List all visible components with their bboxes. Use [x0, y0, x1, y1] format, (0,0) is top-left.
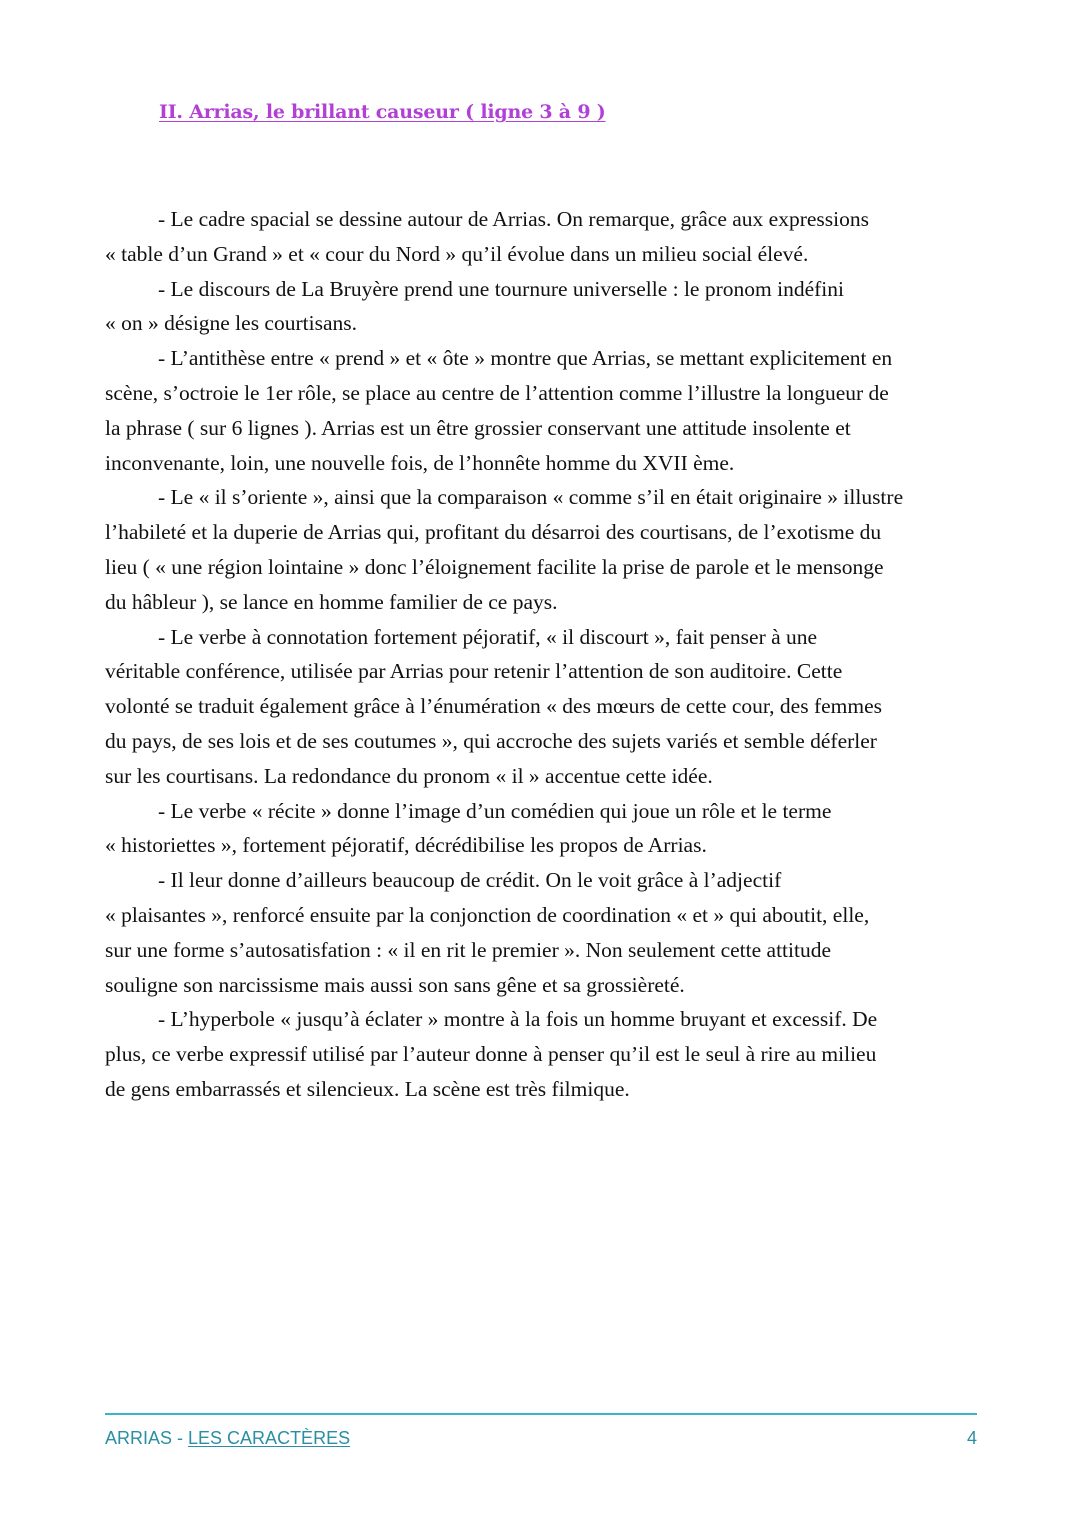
text-line: - Le cadre spacial se dessine autour de Arrias. On remarque, grâce aux expressions [158, 207, 870, 231]
footer-divider [105, 1413, 977, 1415]
text-line: - Le discours de La Bruyère prend une tournure universelle : le pronom indéfini [158, 276, 844, 301]
text-line: du hâbleur ), se lance en homme familier de ce pays. [105, 589, 558, 614]
text-line: - Le verbe « récite » donne l’image d’un comédien qui joue un rôle et le terme [158, 798, 832, 823]
text-line: volonté se traduit également grâce à l’énumération « des mœurs de cette cour, des femmes [105, 694, 883, 719]
text-line: la phrase ( sur 6 lignes ). Arrias est un être grossier conservant une attitude insolente et [105, 415, 851, 440]
text-line: « on » désigne les courtisans. [105, 311, 357, 336]
text-line: - Le verbe à connotation fortement péjoratif, « il discourt », fait penser à une [158, 624, 818, 649]
text-line: véritable conférence, utilisée par Arrias pour retenir l’attention de son auditoire. Cette [105, 659, 843, 684]
commentary-body [105, 202, 977, 1107]
text-line: - Il leur donne d’ailleurs beaucoup de crédit. On le voit grâce à l’adjectif [158, 868, 782, 893]
text-line: - L’hyperbole « jusqu’à éclater » montre à la fois un homme bruyant et excessif. De [158, 1007, 878, 1032]
text-line: l’habileté et la duperie de Arrias qui, profitant du désarroi des courtisans, de l’exotisme du [105, 520, 882, 545]
text-line: du pays, de ses lois et de ses coutumes », qui accroche des sujets variés et semble déferler [105, 728, 877, 753]
text-line: « plaisantes », renforcé ensuite par la conjonction de coordination « et » qui aboutit, elle, [105, 902, 870, 927]
footer-separator: - [172, 1428, 189, 1448]
text-line: souligne son narcissisme mais aussi son sans gêne et sa grossièreté. [105, 972, 685, 997]
text-line: inconvenante, loin, une nouvelle fois, de l’honnête homme du XVII ème. [105, 450, 735, 475]
text-line: scène, s’octroie le 1er rôle, se place au centre de l’attention comme l’illustre la longueur de [105, 380, 889, 405]
section-heading: II. Arrias, le brillant causeur ( ligne 3 à 9 ) [159, 101, 606, 123]
footer-title [105, 1428, 350, 1449]
page-number: 4 [966, 1428, 977, 1448]
text-line: « table d’un Grand » et « cour du Nord » qu’il évolue dans un milieu social élevé. [105, 241, 809, 266]
text-line: sur une forme s’autosatisfation : « il en rit le premier ». Non seulement cette attitude [105, 937, 832, 962]
text-line: « historiettes », fortement péjoratif, décrédibilise les propos de Arrias. [105, 833, 707, 858]
text-line: de gens embarrassés et silencieux. La scène est très filmique. [105, 1076, 630, 1101]
footer-title-part1: ARRIAS [105, 1428, 173, 1448]
text-line: - L’antithèse entre « prend » et « ôte » montre que Arrias, se mettant explicitement en [158, 346, 893, 371]
text-line: plus, ce verbe expressif utilisé par l’auteur donne à penser qu’il est le seul à rire au milieu [105, 1042, 877, 1067]
footer-title-link[interactable]: LES CARACTÈRES [188, 1428, 351, 1448]
text-line: lieu ( « une région lointaine » donc l’éloignement facilite la prise de parole et le mensonge [105, 554, 884, 579]
text-line: - Le « il s’oriente », ainsi que la comparaison « comme s’il en était originaire » illustre [158, 485, 904, 510]
text-line: sur les courtisans. La redondance du pronom « il » accentue cette idée. [105, 763, 713, 788]
